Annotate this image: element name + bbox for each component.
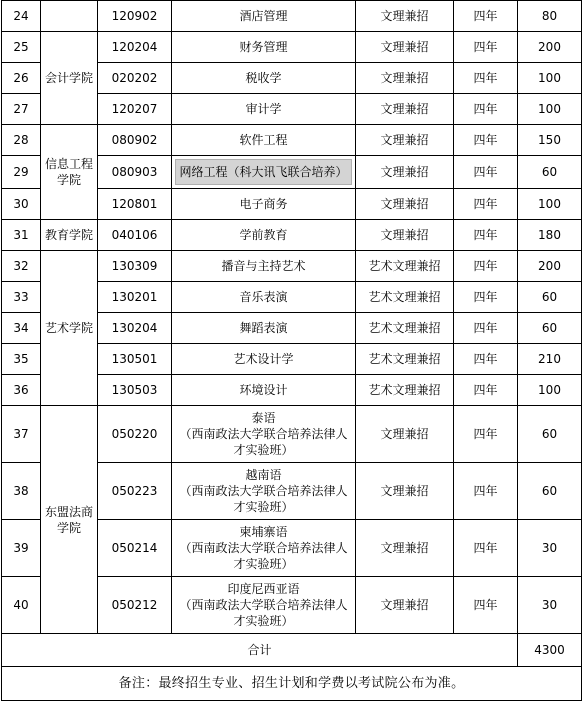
note-row	[2, 667, 582, 701]
major-title: 印度尼西亚语	[227, 582, 300, 596]
enrollment-type: 文理兼招	[356, 577, 454, 634]
major-code: 080903	[98, 156, 172, 189]
major-name	[172, 463, 356, 520]
study-length: 四年	[454, 313, 518, 344]
row-number: 24	[2, 1, 41, 32]
major-code: 020202	[98, 63, 172, 94]
row-number: 29	[2, 156, 41, 189]
major-title: 泰语	[251, 411, 276, 425]
total-label: 合计	[2, 634, 518, 667]
enrollment-plan: 100	[518, 375, 582, 406]
major-name: 软件工程	[172, 125, 356, 156]
study-length: 四年	[454, 282, 518, 313]
enrollment-plan: 30	[518, 577, 582, 634]
major-title: 越南语	[245, 468, 282, 482]
major-code: 130501	[98, 344, 172, 375]
study-length: 四年	[454, 577, 518, 634]
table-row	[2, 220, 582, 251]
major-name: 酒店管理	[172, 1, 356, 32]
enrollment-plan: 60	[518, 156, 582, 189]
major-subtitle: （西南政法大学联合培养法律人才实验班）	[179, 484, 348, 514]
study-length: 四年	[454, 125, 518, 156]
enrollment-type: 文理兼招	[356, 94, 454, 125]
row-number: 27	[2, 94, 41, 125]
study-length: 四年	[454, 344, 518, 375]
enrollment-type: 文理兼招	[356, 520, 454, 577]
major-code: 040106	[98, 220, 172, 251]
enrollment-plan: 60	[518, 406, 582, 463]
study-length: 四年	[454, 189, 518, 220]
enrollment-plan: 200	[518, 32, 582, 63]
enrollment-plan: 150	[518, 125, 582, 156]
major-name	[172, 406, 356, 463]
major-name: 舞蹈表演	[172, 313, 356, 344]
major-code: 130309	[98, 251, 172, 282]
row-number: 37	[2, 406, 41, 463]
major-name: 播音与主持艺术	[172, 251, 356, 282]
major-name: 学前教育	[172, 220, 356, 251]
enrollment-type: 艺术文理兼招	[356, 344, 454, 375]
major-code: 120204	[98, 32, 172, 63]
major-code: 130201	[98, 282, 172, 313]
study-length: 四年	[454, 156, 518, 189]
enrollment-type: 文理兼招	[356, 220, 454, 251]
major-name: 音乐表演	[172, 282, 356, 313]
enrollment-plan: 80	[518, 1, 582, 32]
study-length: 四年	[454, 32, 518, 63]
major-name	[172, 577, 356, 634]
total-value: 4300	[518, 634, 582, 667]
highlighted-selection: 网络工程（科大讯飞联合培养）	[175, 159, 352, 185]
study-length: 四年	[454, 1, 518, 32]
enrollment-type: 文理兼招	[356, 463, 454, 520]
enrollment-type: 文理兼招	[356, 189, 454, 220]
major-name-highlighted	[172, 156, 356, 189]
footnote: 备注：最终招生专业、招生计划和学费以考试院公布为准。	[2, 667, 582, 701]
study-length: 四年	[454, 220, 518, 251]
enrollment-plan: 30	[518, 520, 582, 577]
college-name: 会计学院	[41, 32, 98, 125]
study-length: 四年	[454, 375, 518, 406]
major-code: 050220	[98, 406, 172, 463]
enrollment-plan: 60	[518, 282, 582, 313]
enrollment-plan: 210	[518, 344, 582, 375]
enrollment-plan: 100	[518, 63, 582, 94]
row-number: 36	[2, 375, 41, 406]
enrollment-plan: 200	[518, 251, 582, 282]
row-number: 26	[2, 63, 41, 94]
row-number: 39	[2, 520, 41, 577]
major-code: 050214	[98, 520, 172, 577]
row-number: 30	[2, 189, 41, 220]
major-name: 环境设计	[172, 375, 356, 406]
row-number: 40	[2, 577, 41, 634]
enrollment-type: 文理兼招	[356, 63, 454, 94]
enrollment-type: 艺术文理兼招	[356, 375, 454, 406]
row-number: 28	[2, 125, 41, 156]
study-length: 四年	[454, 406, 518, 463]
major-name: 电子商务	[172, 189, 356, 220]
major-name: 审计学	[172, 94, 356, 125]
study-length: 四年	[454, 94, 518, 125]
enrollment-plan: 180	[518, 220, 582, 251]
enrollment-type: 文理兼招	[356, 156, 454, 189]
enrollment-plan: 100	[518, 189, 582, 220]
major-code: 080902	[98, 125, 172, 156]
major-code: 130204	[98, 313, 172, 344]
major-code: 120902	[98, 1, 172, 32]
major-title: 柬埔寨语	[239, 525, 288, 539]
enrollment-type: 艺术文理兼招	[356, 313, 454, 344]
enrollment-table	[1, 0, 582, 701]
row-number: 35	[2, 344, 41, 375]
major-name: 艺术设计学	[172, 344, 356, 375]
college-name: 艺术学院	[41, 251, 98, 406]
major-subtitle: （西南政法大学联合培养法律人才实验班）	[179, 541, 348, 571]
major-subtitle: （西南政法大学联合培养法律人才实验班）	[179, 598, 348, 628]
table-row	[2, 1, 582, 32]
row-number: 31	[2, 220, 41, 251]
enrollment-type: 艺术文理兼招	[356, 282, 454, 313]
major-name: 财务管理	[172, 32, 356, 63]
college-name: 信息工程学院	[41, 125, 98, 220]
row-number: 33	[2, 282, 41, 313]
table-row	[2, 125, 582, 156]
table-row	[2, 32, 582, 63]
enrollment-type: 文理兼招	[356, 1, 454, 32]
enrollment-type: 文理兼招	[356, 406, 454, 463]
study-length: 四年	[454, 463, 518, 520]
enrollment-plan: 100	[518, 94, 582, 125]
total-row	[2, 634, 582, 667]
major-code: 120207	[98, 94, 172, 125]
enrollment-plan: 60	[518, 313, 582, 344]
major-code: 130503	[98, 375, 172, 406]
enrollment-plan: 60	[518, 463, 582, 520]
study-length: 四年	[454, 520, 518, 577]
row-number: 25	[2, 32, 41, 63]
major-name: 税收学	[172, 63, 356, 94]
row-number: 38	[2, 463, 41, 520]
row-number: 32	[2, 251, 41, 282]
study-length: 四年	[454, 63, 518, 94]
major-name	[172, 520, 356, 577]
major-subtitle: （西南政法大学联合培养法律人才实验班）	[179, 427, 348, 457]
enrollment-type: 文理兼招	[356, 125, 454, 156]
major-code: 120801	[98, 189, 172, 220]
row-number: 34	[2, 313, 41, 344]
table-row	[2, 251, 582, 282]
college-cell-empty	[41, 1, 98, 32]
enrollment-type: 艺术文理兼招	[356, 251, 454, 282]
major-code: 050212	[98, 577, 172, 634]
college-name: 东盟法商学院	[41, 406, 98, 634]
major-code: 050223	[98, 463, 172, 520]
table-row	[2, 406, 582, 463]
college-name: 教育学院	[41, 220, 98, 251]
study-length: 四年	[454, 251, 518, 282]
enrollment-type: 文理兼招	[356, 32, 454, 63]
